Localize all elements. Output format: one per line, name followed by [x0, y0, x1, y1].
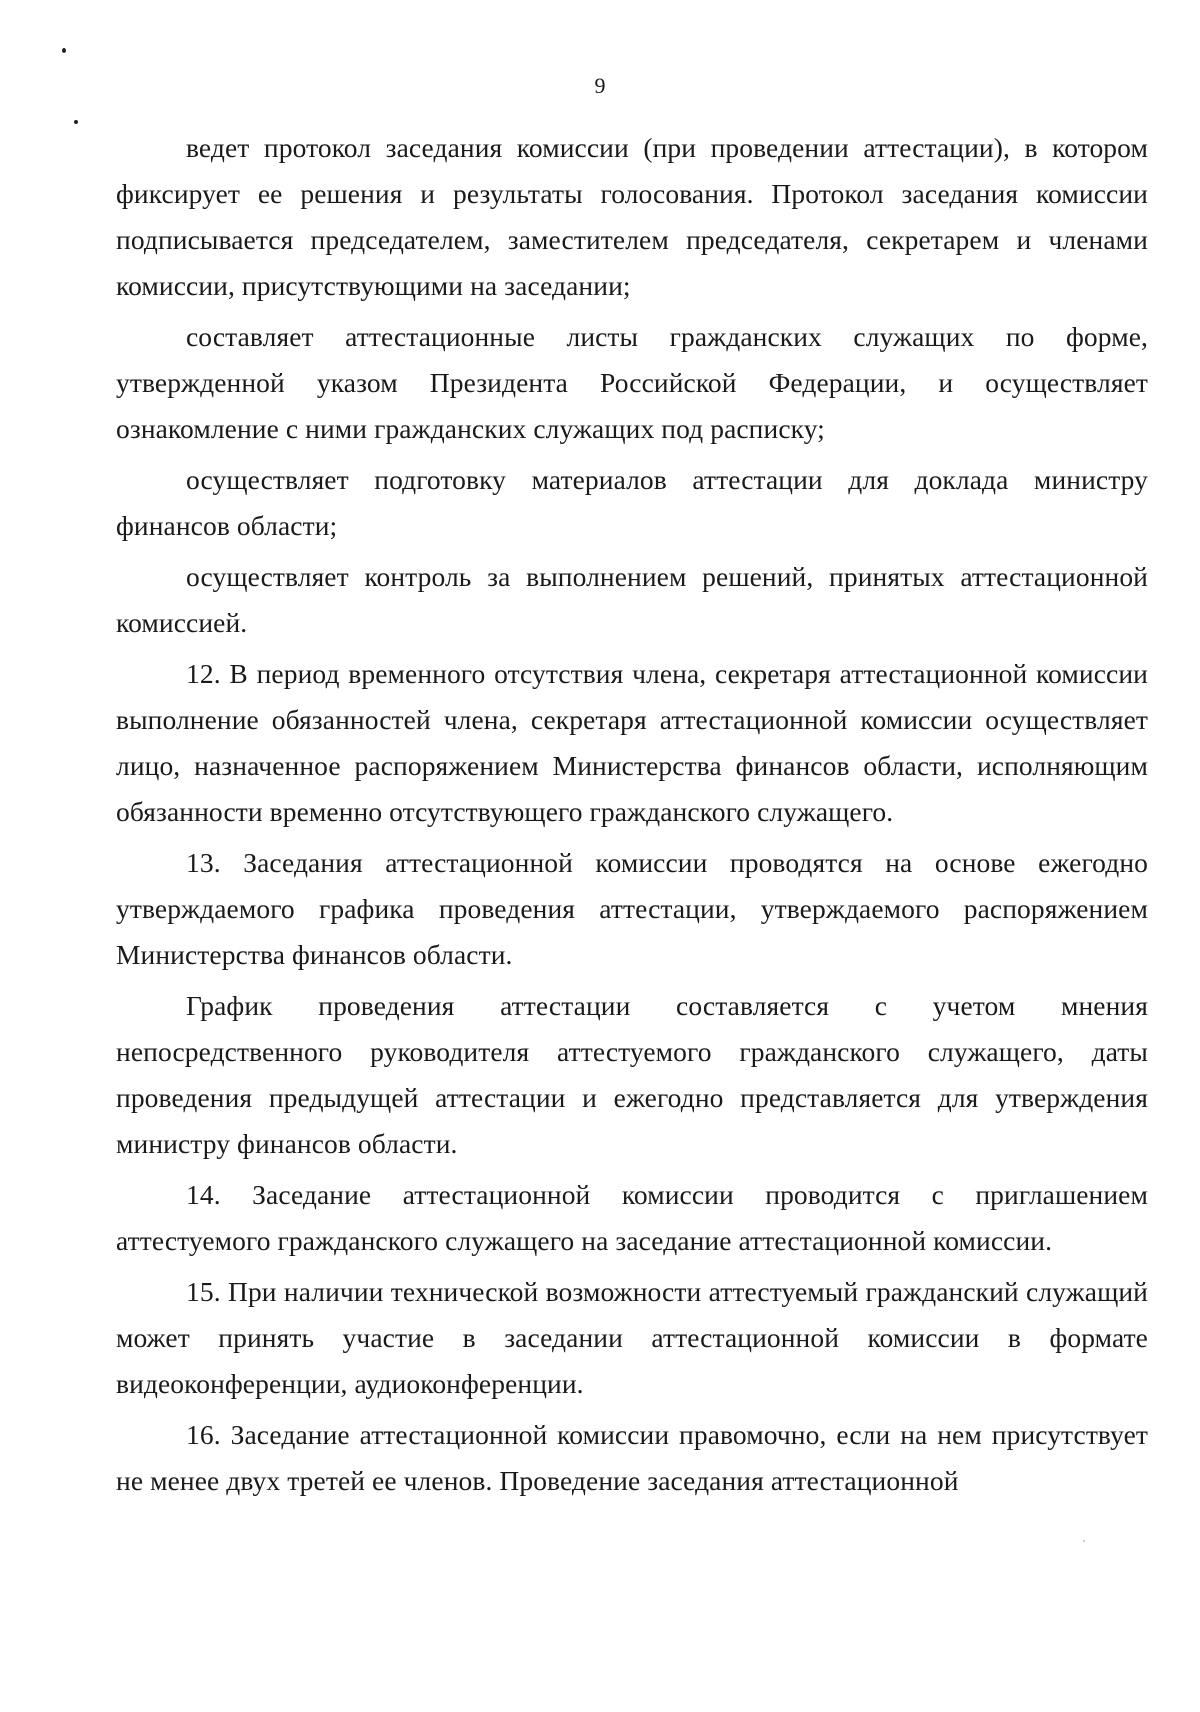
paragraph-15: 15. При наличии технической возможности аттестуемый гражданский служащий может принять участие в заседании аттестационной комиссии в формате видеоконференции, аудиоконференции.: [116, 1276, 1148, 1399]
paragraph-14: 14. Заседание аттестационной комиссии проводится с приглашением аттестуемого гражданского служащего на заседание аттестационной комиссии.: [116, 1179, 1148, 1256]
scan-speck: [74, 120, 78, 124]
paragraph-control: осуществляет контроль за выполнением решений, принятых аттестационной комиссией.: [116, 561, 1148, 638]
paragraph-materials: осуществляет подготовку материалов аттестации для доклада министру финансов области;: [116, 464, 1148, 541]
document-body: [116, 125, 1148, 1509]
scan-speck: [1083, 1540, 1085, 1542]
paragraph-13: 13. Заседания аттестационной комиссии проводятся на основе ежегодно утверждаемого графика проведения аттестации, утверждаемого распоряжением Министерства финансов области.: [116, 847, 1148, 970]
paragraph-protocol: ведет протокол заседания комиссии (при проведении аттестации), в котором фиксирует ее решения и результаты голосования. Протокол заседания комиссии подписывается председателем, заместителем председателя, секретарем и членами комиссии, присутствующими на заседании;: [116, 132, 1148, 301]
scan-speck: [62, 48, 66, 53]
paragraph-16: 16. Заседание аттестационной комиссии правомочно, если на нем присутствует не менее двух третей ее членов. Проведение заседания аттестационной: [116, 1419, 1148, 1496]
page-number: 9: [594, 73, 606, 98]
paragraph-12: 12. В период временного отсутствия члена, секретаря аттестационной комиссии выполнение обязанностей члена, секретаря аттестационной комиссии осуществляет лицо, назначенное распоряжением Министерства финансов области, исполняющим обязанности временно отсутствующего гражданского служащего.: [116, 658, 1148, 827]
paragraph-attestation-sheets: составляет аттестационные листы гражданских служащих по форме, утвержденной указом Президента Российской Федерации, и осуществляет ознакомление с ними гражданских служащих под расписку;: [116, 321, 1148, 444]
paragraph-schedule: График проведения аттестации составляется с учетом мнения непосредственного руководителя аттестуемого гражданского служащего, даты проведения предыдущей аттестации и ежегодно представляется для утверждения министру финансов области.: [116, 990, 1148, 1159]
